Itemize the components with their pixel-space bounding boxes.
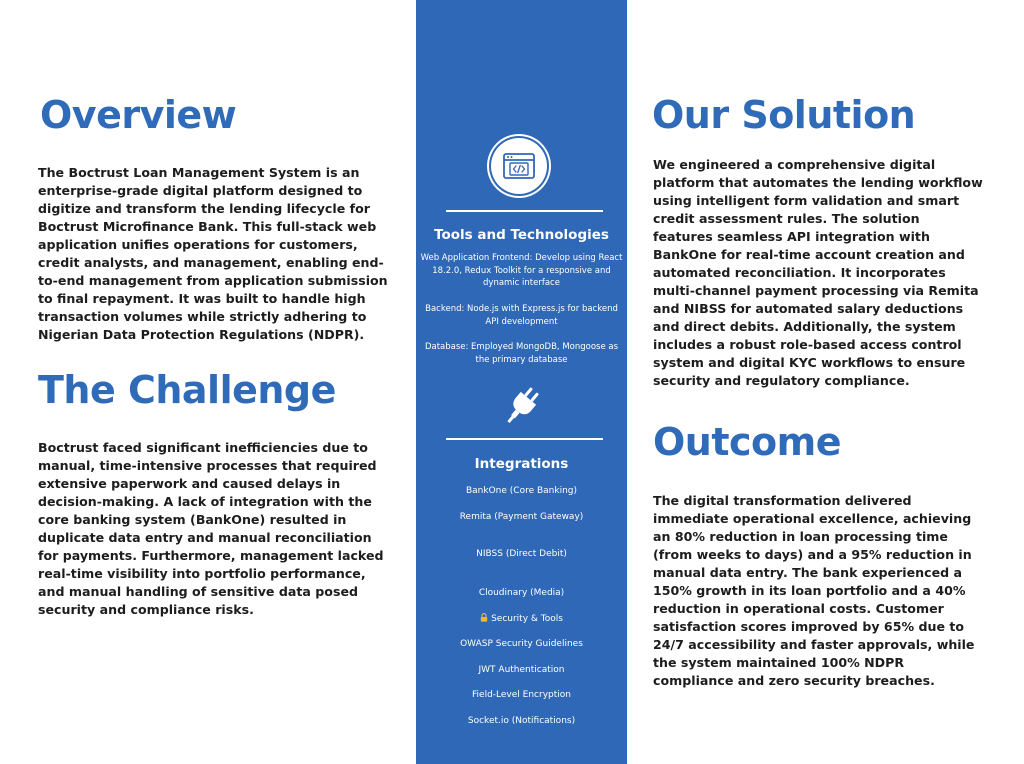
code-window-icon	[502, 151, 536, 181]
badge-circle	[491, 138, 547, 194]
overview-heading: Overview	[40, 93, 237, 137]
tool-backend: Backend: Node.js with Express.js for backend API development	[425, 304, 618, 327]
tool-database: Database: Employed MongoDB, Mongoose as the primary database	[424, 342, 619, 365]
solution-heading: Our Solution	[652, 93, 916, 137]
outcome-text: The digital transformation delivered immediate operational excellence, achieving an 80% reduction in loan processing time (from weeks to days) and a 95% reduction in manual data entry. The bank experienced a 150% growth in its loan portfolio and a 40% reduction in operational costs. Customer satisfaction scores improved by 65% due to 24/7 accessibility and faster approvals, while the system maintained 100% NDPR compliance and zero security breaches.	[653, 493, 975, 688]
integration-encryption: Field-Level Encryption	[472, 690, 571, 700]
integrations-title: Integrations	[474, 456, 569, 472]
integration-socketio: Socket.io (Notifications)	[467, 716, 576, 726]
overview-text: The Boctrust Loan Management System is an enterprise-grade digital platform designed to digitize and transform the lending lifecycle for Boctrust Microfinance Bank. This full-stack web application unifies operations for customers, credit analysts, and management, enabling end-to-end management from application submission to final repayment. It was built to handle high transaction volumes while strictly adhering to Nigerian Data Protection Regulations (NDPR).	[38, 165, 388, 342]
challenge-text: Boctrust faced significant inefficiencies due to manual, time-intensive processes that required extensive paperwork and caused delays in decision-making. A lack of integration with the core banking system (BankOne) resulted in duplicate data entry and manual reconciliation for payments. Furthermore, management lacked real-time visibility into portfolio performance, and manual handling of sensitive data posed security and compliance risks.	[38, 440, 384, 617]
integration-cloudinary: Cloudinary (Media)	[478, 588, 565, 598]
integration-nibss: NIBSS (Direct Debit)	[476, 549, 567, 559]
integration-security-heading	[416, 613, 627, 625]
tools-title: Tools and Technologies	[434, 227, 609, 243]
challenge-heading: The Challenge	[38, 368, 336, 412]
outcome-heading: Outcome	[653, 420, 842, 464]
integration-jwt: JWT Authentication	[478, 665, 565, 675]
integration-remita: Remita (Payment Gateway)	[459, 512, 584, 522]
divider	[446, 438, 603, 440]
integration-bankone: BankOne (Core Banking)	[465, 486, 578, 496]
security-label: Security & Tools	[491, 614, 563, 624]
integration-owasp: OWASP Security Guidelines	[460, 639, 583, 649]
tools-panel	[416, 0, 627, 764]
tool-frontend: Web Application Frontend: Develop using React 18.2.0, Redux Toolkit for a responsive and dynamic interface	[420, 253, 623, 288]
plug-icon	[504, 384, 540, 428]
solution-text: We engineered a comprehensive digital platform that automates the lending workflow using intelligent form validation and smart credit assessment rules. The solution features seamless API integration with BankOne for real-time account creation and automated reconciliation. It incorporates multi-channel payment processing via Remita and NIBSS for automated salary deductions and direct debits. Additionally, the system includes a robust role-based access control system and digital KYC workflows to ensure security and regulatory compliance.	[653, 157, 983, 388]
divider	[446, 210, 603, 212]
lock-icon	[480, 613, 488, 622]
